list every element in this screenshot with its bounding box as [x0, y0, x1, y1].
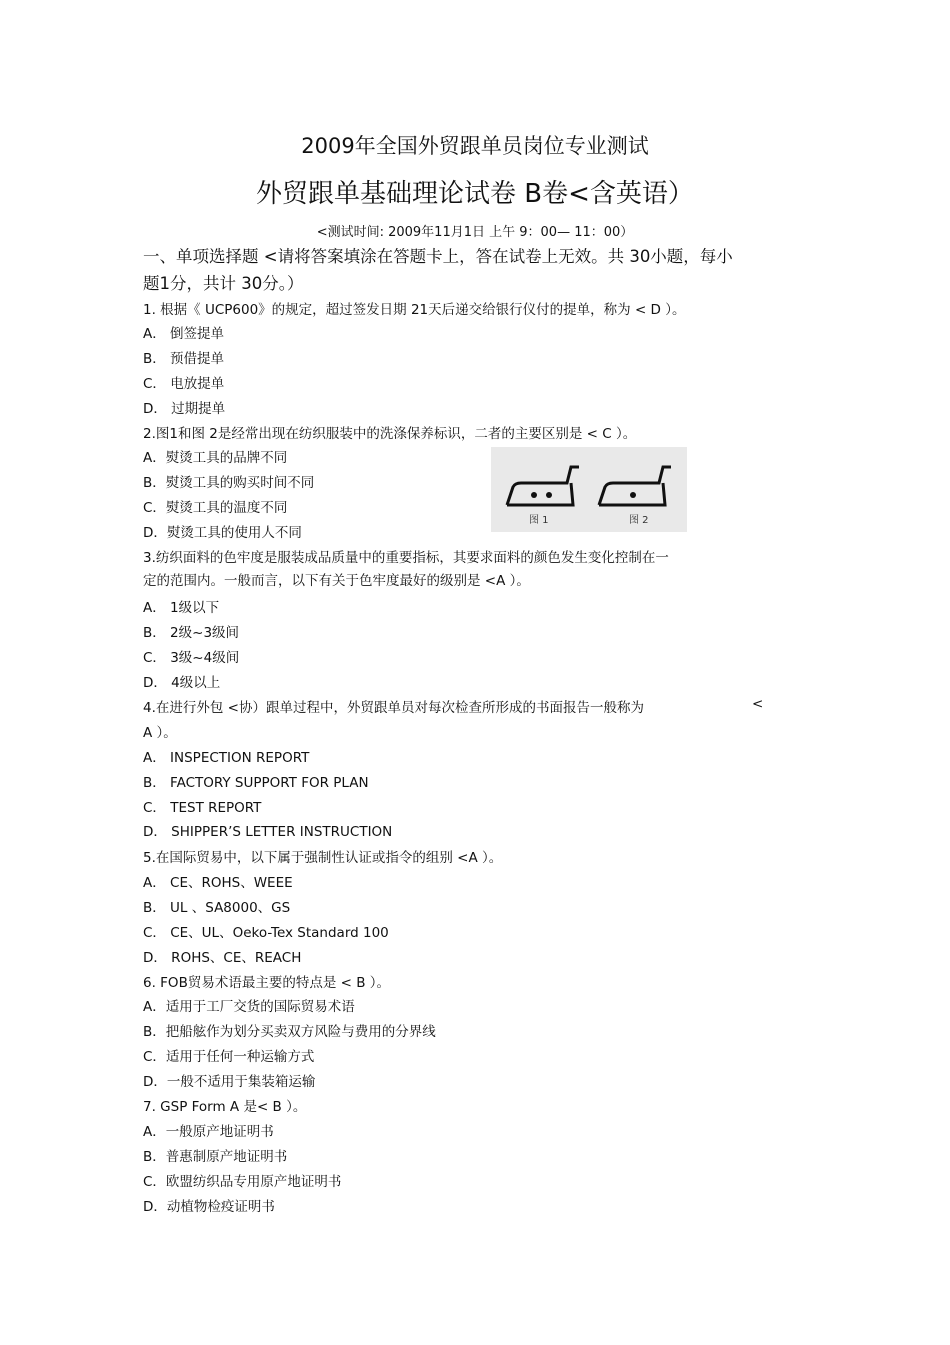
section-heading-line1: 一、单项选择题 <请将答案填涂在答题卡上，答在试卷上无效。共 30小题，每小: [143, 247, 733, 266]
question-7-stem: 7. GSP Form A 是< B ）。: [143, 1099, 307, 1115]
question-7-option-b: B．普惠制原产地证明书: [143, 1149, 288, 1165]
question-6-option-c: C．适用于任何一种运输方式: [143, 1049, 315, 1065]
question-2-option-b: B．熨烫工具的购买时间不同: [143, 475, 315, 491]
question-2-option-d: D．熨烫工具的使用人不同: [143, 525, 302, 541]
question-6-option-d: D．一般不适用于集装箱运输: [143, 1074, 316, 1090]
paper-subtitle: 外贸跟单基础理论试卷 B卷<含英语）: [256, 179, 694, 209]
iron-icons: [491, 447, 687, 532]
exam-title: 2009年全国外贸跟单员岗位专业测试: [301, 134, 649, 158]
question-4-option-b: B． FACTORY SUPPORT FOR PLAN: [143, 775, 369, 791]
question-7-option-c: C．欧盟纺织品专用原产地证明书: [143, 1174, 342, 1190]
question-1-option-d: D． 过期提单: [143, 401, 226, 417]
exam-time: <测试时间: 2009年11月1日 上午 9：00— 11：00）: [316, 225, 634, 240]
question-4-stem-line1: 4.在进行外包 <协）跟单过程中，外贸跟单员对每次检查所形成的书面报告一般称为: [143, 700, 644, 716]
question-4-option-a: A． INSPECTION REPORT: [143, 750, 310, 766]
iron-two-dots-icon: [507, 467, 579, 505]
question-3-option-b: B． 2级~3级间: [143, 625, 240, 641]
question-3-stem-line1: 3.纺织面料的色牢度是服装成品质量中的重要指标，其要求面料的颜色发生变化控制在一: [143, 550, 669, 566]
question-1-option-c: C． 电放提单: [143, 376, 225, 392]
question-6-option-a: A．适用于工厂交货的国际贸易术语: [143, 999, 355, 1015]
question-5-option-a: A． CE、ROHS、WEEE: [143, 875, 293, 891]
question-2-option-a: A．熨烫工具的品牌不同: [143, 450, 288, 466]
question-2-stem: 2.图1和图 2是经常出现在纺织服装中的洗涤保养标识，二者的主要区别是 < C ）。: [143, 426, 637, 442]
question-4-option-d: D． SHIPPER’S LETTER INSTRUCTION: [143, 824, 393, 840]
question-5-option-b: B． UL 、SA8000、GS: [143, 900, 291, 916]
question-3-option-c: C． 3级~4级间: [143, 650, 240, 666]
iron-one-dot-icon: [599, 467, 671, 505]
question-5-option-d: D． ROHS、CE、REACH: [143, 950, 302, 966]
question-5-option-c: C． CE、UL、Oeko-Tex Standard 100: [143, 925, 389, 941]
question-1-option-a: A． 倒签提单: [143, 326, 225, 342]
question-6-stem: 6. FOB贸易术语最主要的特点是 < B ）。: [143, 975, 391, 991]
question-5-stem: 5.在国际贸易中，以下属于强制性认证或指令的组别 <A ）。: [143, 850, 503, 866]
question-3-option-d: D． 4级以上: [143, 675, 221, 691]
question-1-option-b: B． 预借提单: [143, 351, 225, 367]
figure-2-label: 图 2: [629, 515, 649, 526]
question-4-stem-bracket: <: [752, 696, 764, 712]
question-1-stem: 1. 根据《 UCP600》的规定，超过签发日期 21天后递交给银行仪付的提单，称为 < D ）。: [143, 302, 686, 318]
question-2-option-c: C．熨烫工具的温度不同: [143, 500, 288, 516]
figure-1-label: 图 1: [529, 515, 549, 526]
question-3-stem-line2: 定的范围内。一般而言，以下有关于色牢度最好的级别是 <A ）。: [143, 573, 530, 589]
question-4-option-c: C． TEST REPORT: [143, 800, 262, 816]
question-6-option-b: B．把船舷作为划分买卖双方风险与费用的分界线: [143, 1024, 436, 1040]
section-heading-line2: 题1分，共计 30分。）: [143, 274, 304, 293]
question-7-option-a: A．一般原产地证明书: [143, 1124, 274, 1140]
question-7-option-d: D．动植物检疫证明书: [143, 1199, 275, 1215]
question-3-option-a: A． 1级以下: [143, 600, 220, 616]
iron-care-symbols-figure: [491, 447, 687, 532]
question-4-stem-line2: A ）。: [143, 725, 177, 741]
